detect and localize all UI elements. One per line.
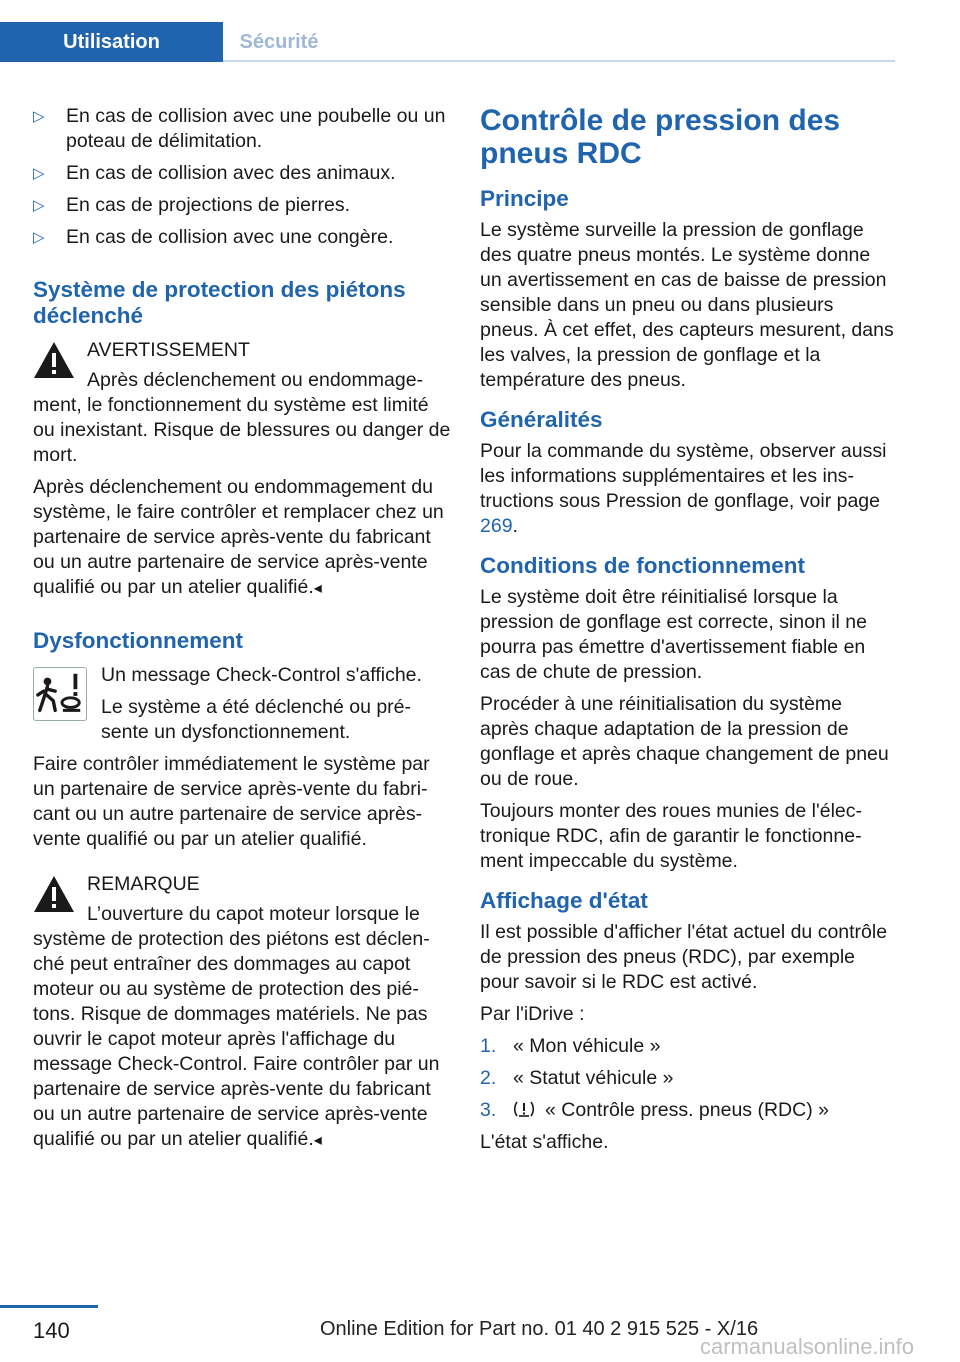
bullet-list — [33, 104, 451, 250]
list-item: 2. « Statut véhicule » — [480, 1067, 674, 1089]
section-heading-generalites: Généralités — [480, 407, 603, 432]
section-heading-principe: Principe — [480, 186, 569, 211]
list-item: ▷ En cas de collision avec une congère. — [33, 226, 394, 248]
paragraph: Un message Check-Control s'affiche. — [101, 664, 422, 686]
footer-rule — [0, 1305, 98, 1308]
tab-utilisation[interactable]: Utilisation — [0, 22, 223, 62]
watermark: carmanualsonline.info — [700, 1334, 915, 1359]
list-item: ▷ En cas de projections de pierres. — [33, 194, 350, 216]
page-reference-link[interactable]: 269 — [480, 515, 513, 537]
bullet-marker-icon: ▷ — [33, 108, 45, 125]
tire-pressure-icon — [513, 1098, 535, 1120]
paragraph: Le système doit être réinitialisé lorsque la pression de gonflage est correcte, sinon il ne pourra pas émettre d'avertissement fiable en cas de chute de pression. — [480, 586, 867, 683]
paragraph: Toujours monter des roues munies de l'électronique RDC, afin de garantir le fonctionnement impeccable du système. — [480, 800, 862, 872]
end-marker-icon: ◂ — [313, 580, 322, 597]
paragraph: Le système surveille la pression de gonflage des quatre pneus montés. Le système donne un avertissement en cas de baisse de pression sensible dans un pneu ou dans plusieurs pneus. À cet effet, des capteurs mesurent, dans les valves, la pression de gonflage et la température des pneus. — [480, 219, 894, 391]
right-column — [480, 104, 895, 1162]
warning-title: AVERTISSEMENT — [87, 339, 250, 361]
steps-list — [480, 1034, 895, 1123]
list-item: 3. « Contrôle press. pneus (RDC) » — [480, 1099, 829, 1121]
warning-triangle-icon — [33, 874, 75, 914]
tab-divider — [223, 60, 895, 62]
paragraph: L'état s'affiche. — [480, 1131, 609, 1153]
paragraph: Par l'iDrive : — [480, 1003, 585, 1025]
paragraph: Faire contrôler immédiatement le système par un partenaire de service après-vente du fabricant ou un autre partenaire de service après-vente qualifié ou par un atelier qualifié. — [33, 753, 430, 850]
pedestrian-protection-icon — [33, 667, 87, 721]
bullet-marker-icon: ▷ — [33, 197, 45, 214]
section-heading-affichage: Affichage d'état — [480, 888, 648, 913]
footer-edition: Online Edition for Part no. 01 40 2 915 525 - X/16 — [320, 1318, 759, 1340]
warning-block — [33, 338, 451, 468]
page-number: 140 — [33, 1318, 70, 1343]
notice-block — [33, 872, 451, 1153]
notice-title: REMARQUE — [87, 873, 200, 895]
end-marker-icon: ◂ — [313, 1132, 322, 1149]
section-heading-pedestrian-protection: Système de protection des piétons déclenché — [33, 277, 406, 328]
warning-triangle-icon — [33, 340, 75, 380]
bullet-marker-icon: ▷ — [33, 229, 45, 246]
paragraph: Pour la commande du système, observer aussi les informations supplémentaires et les instructions sous Pression de gonflage, voir page 269. — [480, 440, 887, 537]
paragraph: Le système a été déclenché ou présente un dysfonctionnement. — [101, 696, 412, 743]
paragraph: Procéder à une réinitialisation du système après chaque adaptation de la pression de gonflage et après chaque changement de pneu ou de roue. — [480, 693, 889, 790]
list-item: ▷ En cas de collision avec une poubelle ou un poteau de délimitation. — [33, 105, 446, 152]
warning-text: Après déclenchement ou endommagement, le fonctionnement du système est limité ou inexistant. Risque de blessures ou danger de mort. — [33, 369, 451, 466]
section-heading-malfunction: Dysfonctionnement — [33, 628, 244, 653]
paragraph: Il est possible d'afficher l'état actuel du contrôle de pression des pneus (RDC), par exemple pour savoir si le RDC est activé. — [480, 921, 888, 993]
list-item: 1. « Mon véhicule » — [480, 1035, 661, 1057]
page-title: Contrôle de pression des pneus RDC — [480, 104, 841, 170]
malfunction-block — [33, 663, 451, 745]
left-column — [33, 104, 451, 1160]
tab-securite[interactable]: Sécurité — [239, 30, 319, 53]
list-item: ▷ En cas de collision avec des animaux. — [33, 162, 396, 184]
section-heading-conditions: Conditions de fonctionnement — [480, 553, 805, 578]
notice-text: L’ouverture du capot moteur lorsque le système de protection des piétons est déclenché peut entraîner des dommages au capot moteur ou au système de protection des piétons. Risque de dommages matériels. Ne pas ouvrir le capot moteur après l'affichage du message Check-Control. Faire contrôler par un partenaire de service après-vente du fabricant ou un autre partenaire de service après-vente qualifié ou par un atelier qualifié.◂ — [33, 903, 440, 1150]
bullet-marker-icon: ▷ — [33, 165, 45, 182]
header-tabs — [0, 22, 895, 62]
paragraph: Après déclenchement ou endommagement du système, le faire contrôler et remplacer chez un partenaire de service après-vente du fabricant ou un autre partenaire de service après-vente qualifié ou par un atelier qualifié.◂ — [33, 476, 444, 598]
